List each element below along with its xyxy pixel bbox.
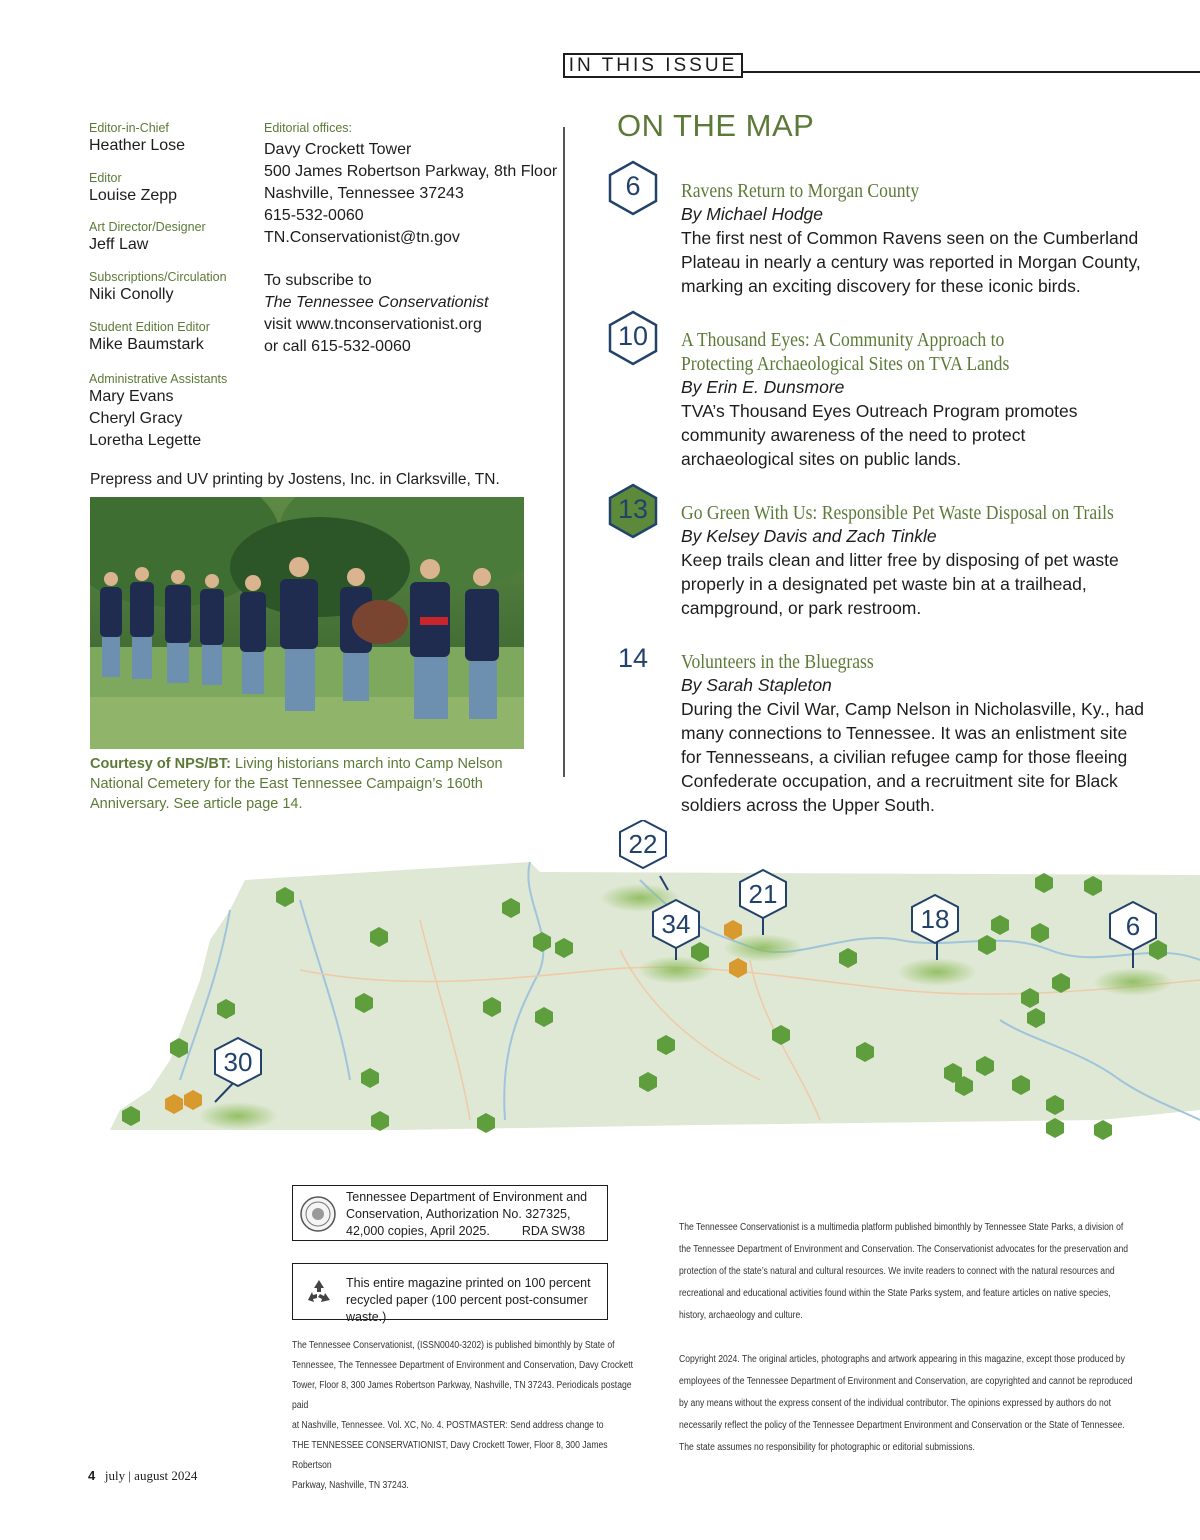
article-desc: marking an exciting discovery for these iconic birds. — [681, 276, 1081, 296]
page-number: 14 — [617, 643, 649, 673]
staff-name: Loretha Legette — [89, 432, 202, 449]
postal-line: THE TENNESSEE CONSERVATIONIST, Davy Crockett Tower, Floor 8, 300 James Robertson — [292, 1440, 608, 1471]
about-line: The Tennessee Conservationist is a multimedia platform published bimonthly by Tennessee State Parks, a division of — [679, 1222, 1124, 1233]
page-number: 10 — [617, 321, 649, 351]
article-desc: archaeological sites on public lands. — [681, 449, 962, 469]
postal-line: Tower, Floor 8, 300 James Robertson Parkway, Nashville, TN 37243. Periodicals postage paid — [292, 1380, 632, 1411]
about-line: history, archaeology and culture. — [679, 1310, 803, 1321]
section-label: IN THIS ISSUE — [563, 53, 743, 78]
offices-label: Editorial offices: — [264, 121, 353, 135]
staff-role: Administrative Assistants — [89, 372, 228, 386]
about-line: protection of the state’s natural and cultural resources. We invite readers to connect with the natural resources and — [679, 1266, 1115, 1277]
recycled-box — [292, 1263, 608, 1324]
state-seal-icon — [300, 1196, 336, 1232]
staff-role: Editor — [89, 171, 122, 185]
map-marker-label: 22 — [628, 829, 658, 859]
magazine-name: The Tennessee Conservationist — [264, 294, 489, 311]
staff-name: Mary Evans — [89, 388, 174, 405]
authorization-box — [292, 1185, 608, 1241]
recycled-line: This entire magazine printed on 100 percent — [346, 1276, 591, 1290]
header-rule — [743, 71, 1200, 73]
office-line: Nashville, Tennessee 37243 — [264, 185, 464, 202]
copyright-line: The state assumes no responsibility for photographic or editorial submissions. — [679, 1442, 975, 1453]
copyright-statement — [679, 1349, 1186, 1459]
article-desc: During the Civil War, Camp Nelson in Nicholasville, Ky., had — [681, 699, 1144, 719]
tennessee-map — [0, 820, 1200, 1150]
postal-line: at Nashville, Tennessee. Vol. XC, No. 4. POSTMASTER: Send address change to — [292, 1420, 604, 1431]
staff-2 — [89, 220, 206, 256]
about-line: recreational and educational activities found within the State Parks system, and feature articles on native species, — [679, 1288, 1111, 1299]
office-line: 615-532-0060 — [264, 207, 364, 224]
article-entry[interactable] — [681, 501, 1191, 620]
issue-date: july | august 2024 — [104, 1468, 198, 1483]
caption-credit: Courtesy of NPS/BT: — [90, 756, 231, 772]
map-marker-label: 21 — [748, 879, 778, 909]
copyright-line: by any means without the express consent of the individual contributor. The opinions expressed by authors do not — [679, 1398, 1112, 1409]
article-desc: The first nest of Common Ravens seen on the Cumberland — [681, 228, 1139, 248]
article-title: A Thousand Eyes: A Community Approach to — [681, 329, 1005, 351]
article-desc: TVA’s Thousand Eyes Outreach Program promotes — [681, 401, 1078, 421]
authorization-line: 42,000 copies, April 2025. — [346, 1224, 490, 1238]
map-marker-label: 30 — [223, 1047, 253, 1077]
authorization-text — [346, 1189, 608, 1240]
staff-name: Louise Zepp — [89, 187, 178, 204]
staff-role: Art Director/Designer — [89, 220, 206, 234]
staff-5 — [89, 372, 227, 452]
copyright-line: Copyright 2024. The original articles, photographs and artwork appearing in this magazine, except those produced by — [679, 1354, 1125, 1365]
staff-role: Subscriptions/Circulation — [89, 270, 227, 284]
map-marker-label: 6 — [1125, 911, 1141, 941]
article-desc: for Tennesseans, a civilian refugee camp for those fleeing — [681, 747, 1128, 767]
page-number: 6 — [625, 171, 641, 201]
article-title: Volunteers in the Bluegrass — [681, 651, 874, 673]
authorization-line: Conservation, Authorization No. 327325, — [346, 1207, 571, 1221]
postal-line: Parkway, Nashville, TN 37243. — [292, 1480, 409, 1491]
subscribe-line: To subscribe to — [264, 272, 372, 289]
postal-line: The Tennessee Conservationist, (ISSN0040-3202) is published bimonthly by State of — [292, 1340, 615, 1351]
about-line: the Tennessee Department of Environment and Conservation. The Conservationist advocates for the preservation and — [679, 1244, 1129, 1255]
article-entry[interactable] — [681, 328, 1181, 471]
article-byline: By Michael Hodge — [681, 204, 824, 224]
article-desc: many connections to Tennessee. It was an enlistment site — [681, 723, 1128, 743]
recycled-line: recycled paper (100 percent post-consumer waste.) — [346, 1293, 588, 1324]
article-desc: soldiers across the Upper South. — [681, 795, 935, 815]
article-title: Ravens Return to Morgan County — [681, 180, 920, 202]
postal-line: Tennessee, The Tennessee Department of Environment and Conservation, Davy Crockett — [292, 1360, 634, 1371]
article-byline: By Erin E. Dunsmore — [681, 377, 845, 397]
caption-text: Living historians march into Camp Nelson National Cemetery for the East Tennessee Campaign’s 160th Anniversary. See article page 14. — [90, 756, 503, 812]
staff-3 — [89, 270, 227, 306]
article-desc: Confederate occupation, and a recruitment site for Black — [681, 771, 1118, 791]
staff-4 — [89, 320, 210, 356]
rda-code: RDA SW38 — [521, 1224, 586, 1238]
on-the-map-heading: ON THE MAP — [617, 108, 815, 143]
staff-name: Cheryl Gracy — [89, 410, 183, 427]
editorial-offices — [264, 121, 557, 249]
recycle-icon — [305, 1278, 333, 1306]
authorization-line: Tennessee Department of Environment and — [346, 1190, 588, 1204]
staff-role: Editor-in-Chief — [89, 121, 169, 135]
article-desc: properly in a designated pet waste bin at a trailhead, — [681, 574, 1087, 594]
map-marker-label: 34 — [661, 909, 691, 939]
page-number-footer: 4 — [88, 1468, 96, 1483]
article-title: Protecting Archaeological Sites on TVA Lands — [681, 353, 1010, 375]
staff-1 — [89, 171, 177, 207]
staff-name: Mike Baumstark — [89, 336, 204, 353]
subscribe-line: visit www.tnconservationist.org — [264, 316, 482, 333]
photo-caption — [90, 754, 540, 814]
staff-name: Niki Conolly — [89, 286, 174, 303]
page-number: 13 — [617, 494, 649, 524]
article-desc: campground, or park restroom. — [681, 598, 922, 618]
office-line: 500 James Robertson Parkway, 8th Floor — [264, 163, 558, 180]
staff-0 — [89, 121, 185, 157]
article-byline: By Kelsey Davis and Zach Tinkle — [681, 526, 937, 546]
article-desc: Plateau in nearly a century was reported in Morgan County, — [681, 252, 1141, 272]
article-desc: community awareness of the need to protect — [681, 425, 1026, 445]
staff-name: Jeff Law — [89, 236, 149, 253]
article-entry[interactable] — [681, 179, 1181, 298]
copyright-line: employees of the Tennessee Department of Environment and Conservation, are copyrighted and cannot be reproduced — [679, 1376, 1133, 1387]
about-statement — [679, 1217, 1186, 1327]
subscribe-info — [264, 270, 488, 358]
page-folio — [88, 1468, 197, 1484]
office-line: Davy Crockett Tower — [264, 141, 412, 158]
prepress-credit: Prepress and UV printing by Jostens, Inc. in Clarksville, TN. — [90, 471, 500, 488]
map-marker-label: 18 — [920, 904, 950, 934]
article-title: Go Green With Us: Responsible Pet Waste Disposal on Trails — [681, 502, 1114, 524]
recycled-text — [346, 1275, 606, 1326]
postal-statement — [292, 1336, 645, 1496]
staff-role: Student Edition Editor — [89, 320, 210, 334]
copyright-line: necessarily reflect the policy of the Tennessee Department Environment and Conservation or the State of Tennessee. — [679, 1420, 1125, 1431]
column-divider — [563, 127, 565, 777]
article-entry[interactable] — [681, 650, 1191, 817]
cover-photo — [90, 497, 524, 749]
subscribe-line: or call 615-532-0060 — [264, 338, 411, 355]
article-byline: By Sarah Stapleton — [681, 675, 832, 695]
office-line: TN.Conservationist@tn.gov — [264, 229, 460, 246]
staff-name: Heather Lose — [89, 137, 186, 154]
article-desc: Keep trails clean and litter free by disposing of pet waste — [681, 550, 1119, 570]
